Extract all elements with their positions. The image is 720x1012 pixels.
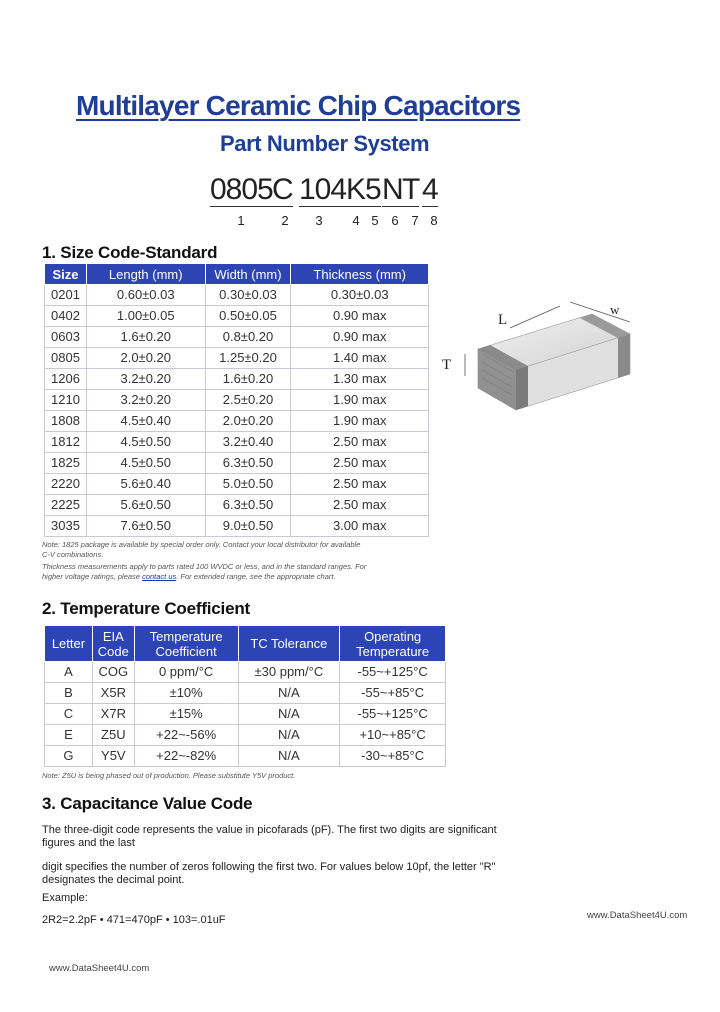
table-cell: 2220 bbox=[45, 474, 87, 495]
table-row bbox=[45, 704, 446, 725]
table-cell: Z5U bbox=[92, 725, 134, 746]
table-cell: 0.30±0.03 bbox=[291, 285, 429, 306]
pn-index: 8 bbox=[430, 213, 438, 228]
pn-seg-tolerance: K bbox=[346, 173, 366, 206]
note-text: higher voltage ratings, please bbox=[42, 572, 143, 581]
table-cell: 6.3±0.50 bbox=[205, 453, 291, 474]
cap-paragraph-2: digit specifies the number of zeros following the first two. For values below 10pf, the letter "R" designates the decimal point. bbox=[42, 861, 496, 886]
temp-section-heading: 2. Temperature Coefficient bbox=[42, 599, 250, 618]
table-cell: Y5V bbox=[92, 746, 134, 767]
column-header: Length (mm) bbox=[86, 264, 205, 285]
column-header: Width (mm) bbox=[205, 264, 291, 285]
note-text: . For extended range, see the appropriate chart. bbox=[176, 572, 336, 581]
table-row bbox=[45, 662, 446, 683]
chip-body-shape bbox=[478, 314, 630, 410]
example-label: Example: bbox=[42, 892, 88, 904]
pn-seg-dielectric: C bbox=[272, 173, 293, 206]
pn-index: 3 bbox=[315, 213, 323, 228]
column-header: Thickness (mm) bbox=[291, 264, 429, 285]
table-cell: 0603 bbox=[45, 327, 87, 348]
table-cell: 2.0±0.20 bbox=[86, 348, 205, 369]
pn-seg-termination: N bbox=[382, 173, 403, 206]
table-cell: 1.25±0.20 bbox=[205, 348, 291, 369]
size-section-heading: 1. Size Code-Standard bbox=[42, 243, 218, 262]
table-cell: 4.5±0.40 bbox=[86, 411, 205, 432]
table-cell: 5.6±0.50 bbox=[86, 495, 205, 516]
table-row bbox=[45, 327, 429, 348]
contact-us-link[interactable]: contact us bbox=[142, 572, 177, 581]
watermark-right: www.DataSheet4U.com bbox=[587, 910, 688, 921]
table-cell: 0.8±0.20 bbox=[205, 327, 291, 348]
note-line bbox=[42, 572, 432, 582]
table-cell: 0.50±0.05 bbox=[205, 306, 291, 327]
note-line: Thickness measurements apply to parts rated 100 WVDC or less, and in the standard ranges. For bbox=[42, 562, 367, 571]
table-cell: 1206 bbox=[45, 369, 87, 390]
page-title: Multilayer Ceramic Chip Capacitors bbox=[76, 90, 521, 121]
table-cell: 3.2±0.20 bbox=[86, 390, 205, 411]
note-line: C-V combinations. bbox=[42, 550, 104, 559]
table-row bbox=[45, 285, 429, 306]
table-cell: 1210 bbox=[45, 390, 87, 411]
table-cell: 2.50 max bbox=[291, 495, 429, 516]
table-cell: 2.50 max bbox=[291, 432, 429, 453]
temperature-coefficient-table bbox=[44, 625, 446, 767]
table-cell: 1.00±0.05 bbox=[86, 306, 205, 327]
pn-seg-reel: 4 bbox=[422, 173, 438, 206]
table-cell: X7R bbox=[92, 704, 134, 725]
temp-table-note: Note: Z5U is being phased out of production. Please substitute Y5V product. bbox=[42, 771, 296, 780]
table-row bbox=[45, 411, 429, 432]
table-cell: -55~+125°C bbox=[340, 662, 446, 683]
table-cell: N/A bbox=[238, 746, 340, 767]
pn-seg-voltage: 5 bbox=[365, 173, 381, 206]
table-cell: ±10% bbox=[134, 683, 238, 704]
cap-paragraph-1: The three-digit code represents the value in picofarads (pF). The first two digits are significant figures and the last bbox=[42, 824, 497, 849]
size-code-table bbox=[44, 263, 429, 537]
table-cell: A bbox=[45, 662, 93, 683]
table-cell: 3.2±0.40 bbox=[205, 432, 291, 453]
note-line: Note: 1825 package is available by special order only. Contact your local distributor for available bbox=[42, 540, 361, 549]
table-cell: 5.6±0.40 bbox=[86, 474, 205, 495]
pn-index: 7 bbox=[411, 213, 419, 228]
table-cell: 2.5±0.20 bbox=[205, 390, 291, 411]
table-cell: 1.90 max bbox=[291, 390, 429, 411]
table-cell: +10~+85°C bbox=[340, 725, 446, 746]
pn-index: 4 bbox=[352, 213, 360, 228]
chip-capacitor-diagram bbox=[440, 292, 640, 422]
table-row bbox=[45, 348, 429, 369]
table-row bbox=[45, 432, 429, 453]
table-cell: -30~+85°C bbox=[340, 746, 446, 767]
pn-index: 1 bbox=[237, 213, 245, 228]
table-cell: 0 ppm/°C bbox=[134, 662, 238, 683]
table-cell: 0.90 max bbox=[291, 306, 429, 327]
table-row bbox=[45, 683, 446, 704]
table-cell: 2225 bbox=[45, 495, 87, 516]
table-row bbox=[45, 390, 429, 411]
table-cell: B bbox=[45, 683, 93, 704]
table-cell: E bbox=[45, 725, 93, 746]
cap-section-heading: 3. Capacitance Value Code bbox=[42, 794, 253, 813]
watermark-left: www.DataSheet4U.com bbox=[49, 963, 150, 974]
table-row bbox=[45, 453, 429, 474]
table-row bbox=[45, 725, 446, 746]
table-cell: 4.5±0.50 bbox=[86, 453, 205, 474]
length-dimension-line bbox=[510, 306, 560, 328]
table-row bbox=[45, 495, 429, 516]
table-cell: -55~+85°C bbox=[340, 683, 446, 704]
table-row bbox=[45, 369, 429, 390]
table-cell: 1.30 max bbox=[291, 369, 429, 390]
table-cell: N/A bbox=[238, 704, 340, 725]
pn-index: 2 bbox=[281, 213, 289, 228]
table-cell: ±30 ppm/°C bbox=[238, 662, 340, 683]
table-cell: 1812 bbox=[45, 432, 87, 453]
table-row bbox=[45, 746, 446, 767]
table-cell: X5R bbox=[92, 683, 134, 704]
table-cell: +22~-56% bbox=[134, 725, 238, 746]
column-header: TC Tolerance bbox=[238, 626, 340, 662]
table-header-row bbox=[45, 264, 429, 285]
table-cell: C bbox=[45, 704, 93, 725]
table-cell: 2.50 max bbox=[291, 453, 429, 474]
table-cell: 0201 bbox=[45, 285, 87, 306]
page-subtitle: Part Number System bbox=[220, 131, 430, 156]
table-cell: G bbox=[45, 746, 93, 767]
table-cell: COG bbox=[92, 662, 134, 683]
label-thickness: T bbox=[442, 357, 452, 373]
pn-seg-capacitance: 104 bbox=[299, 173, 347, 206]
table-row bbox=[45, 474, 429, 495]
column-header: Letter bbox=[45, 626, 93, 662]
table-cell: 0.30±0.03 bbox=[205, 285, 291, 306]
table-cell: 1808 bbox=[45, 411, 87, 432]
label-length: L bbox=[498, 312, 508, 328]
column-header: EIA Code bbox=[92, 626, 134, 662]
table-cell: 1825 bbox=[45, 453, 87, 474]
table-cell: 0.60±0.03 bbox=[86, 285, 205, 306]
table-header-row bbox=[45, 626, 446, 662]
table-cell: 0.90 max bbox=[291, 327, 429, 348]
table-cell: 2.0±0.20 bbox=[205, 411, 291, 432]
example-codes: 2R2=2.2pF • 471=470pF • 103=.01uF bbox=[42, 914, 226, 926]
table-cell: 3035 bbox=[45, 516, 87, 537]
pn-index: 6 bbox=[391, 213, 399, 228]
table-cell: 1.90 max bbox=[291, 411, 429, 432]
table-cell: 1.40 max bbox=[291, 348, 429, 369]
table-cell: 3.00 max bbox=[291, 516, 429, 537]
column-header: Temperature Coefficient bbox=[134, 626, 238, 662]
table-cell: +22~-82% bbox=[134, 746, 238, 767]
size-table-note bbox=[42, 540, 432, 582]
table-cell: N/A bbox=[238, 683, 340, 704]
pn-seg-packaging: T bbox=[402, 173, 420, 206]
column-header: Operating Temperature bbox=[340, 626, 446, 662]
table-cell: 2.50 max bbox=[291, 474, 429, 495]
pn-seg-size: 0805 bbox=[210, 173, 273, 206]
table-cell: 0402 bbox=[45, 306, 87, 327]
table-cell: N/A bbox=[238, 725, 340, 746]
table-row bbox=[45, 306, 429, 327]
table-cell: 3.2±0.20 bbox=[86, 369, 205, 390]
table-cell: ±15% bbox=[134, 704, 238, 725]
table-cell: 9.0±0.50 bbox=[205, 516, 291, 537]
table-cell: 5.0±0.50 bbox=[205, 474, 291, 495]
table-cell: 1.6±0.20 bbox=[86, 327, 205, 348]
pn-index: 5 bbox=[371, 213, 379, 228]
column-header: Size bbox=[45, 264, 87, 285]
table-cell: 6.3±0.50 bbox=[205, 495, 291, 516]
table-cell: -55~+125°C bbox=[340, 704, 446, 725]
table-cell: 0805 bbox=[45, 348, 87, 369]
table-cell: 4.5±0.50 bbox=[86, 432, 205, 453]
label-width: w bbox=[610, 302, 620, 317]
table-cell: 1.6±0.20 bbox=[205, 369, 291, 390]
table-cell: 7.6±0.50 bbox=[86, 516, 205, 537]
table-row bbox=[45, 516, 429, 537]
